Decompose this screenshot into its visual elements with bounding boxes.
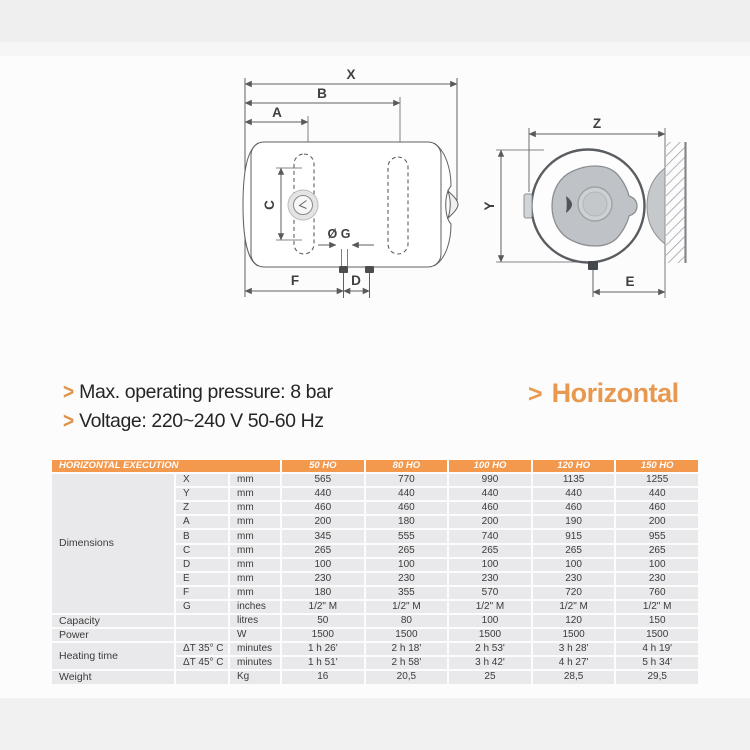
row-sub-label: ΔT 45° C — [176, 657, 228, 669]
row-unit: mm — [230, 587, 280, 599]
cell-value: 16 — [282, 671, 364, 683]
row-unit: W — [230, 629, 280, 641]
row-unit: Kg — [230, 671, 280, 683]
cell-value: 2 h 53' — [449, 643, 531, 655]
row-sub-label: C — [176, 545, 228, 557]
cell-value: 200 — [282, 516, 364, 528]
cell-value: 4 h 27' — [533, 657, 615, 669]
cell-value: 190 — [533, 516, 615, 528]
cell-value: 25 — [449, 671, 531, 683]
row-sub-label: ΔT 35° C — [176, 643, 228, 655]
row-group-label: Dimensions — [52, 474, 174, 613]
cell-value: 440 — [616, 488, 698, 500]
cell-value: 100 — [366, 559, 448, 571]
cell-value: 1500 — [616, 629, 698, 641]
cell-value: 1 h 26' — [282, 643, 364, 655]
row-unit: mm — [230, 502, 280, 514]
cell-value: 100 — [533, 559, 615, 571]
cell-value: 990 — [449, 474, 531, 486]
row-sub-label — [176, 671, 228, 683]
cell-value: 555 — [366, 530, 448, 542]
spec-table — [52, 460, 698, 684]
column-header: 50 HO — [282, 460, 364, 472]
cell-value: 100 — [449, 559, 531, 571]
dim-label-d: D — [351, 273, 361, 288]
row-unit: mm — [230, 488, 280, 500]
cell-value: 230 — [533, 573, 615, 585]
cell-value: 440 — [533, 488, 615, 500]
cell-value: 565 — [282, 474, 364, 486]
row-unit: mm — [230, 545, 280, 557]
row-unit: mm — [230, 573, 280, 585]
cell-value: 265 — [616, 545, 698, 557]
cell-value: 230 — [282, 573, 364, 585]
row-group-label: Weight — [52, 671, 174, 683]
orientation-heading — [528, 378, 679, 409]
cell-value: 3 h 28' — [533, 643, 615, 655]
specs-block — [63, 381, 333, 439]
dim-label-y: Y — [482, 201, 497, 211]
row-sub-label: Y — [176, 488, 228, 500]
cell-value: 2 h 58' — [366, 657, 448, 669]
row-sub-label: G — [176, 601, 228, 613]
row-group-label: Heating time — [52, 643, 174, 669]
dim-label-f: F — [290, 273, 300, 288]
row-sub-label: F — [176, 587, 228, 599]
row-sub-label: B — [176, 530, 228, 542]
row-sub-label: D — [176, 559, 228, 571]
cell-value: 570 — [449, 587, 531, 599]
cell-value: 100 — [616, 559, 698, 571]
cell-value: 120 — [533, 615, 615, 627]
cell-value: 1/2" M — [366, 601, 448, 613]
thermostat-dial — [288, 190, 318, 220]
cell-value: 28,5 — [533, 671, 615, 683]
cell-value: 1135 — [533, 474, 615, 486]
row-sub-label: A — [176, 516, 228, 528]
cell-value: 4 h 19' — [616, 643, 698, 655]
cell-value: 80 — [366, 615, 448, 627]
cell-value: 355 — [366, 587, 448, 599]
column-header: 100 HO — [449, 460, 531, 472]
row-unit: mm — [230, 559, 280, 571]
cell-value: 760 — [616, 587, 698, 599]
front-view-drawing — [496, 128, 686, 298]
row-unit: mm — [230, 516, 280, 528]
dim-label-g: Ø G — [327, 227, 351, 241]
column-header: 80 HO — [366, 460, 448, 472]
cell-value: 345 — [282, 530, 364, 542]
chevron-bullet-icon: > — [528, 380, 543, 408]
cell-value: 230 — [449, 573, 531, 585]
cell-value: 265 — [533, 545, 615, 557]
cell-value: 100 — [449, 615, 531, 627]
cell-value: 230 — [366, 573, 448, 585]
page-bottom-band — [0, 698, 750, 750]
cell-value: 265 — [366, 545, 448, 557]
cell-value: 2 h 18' — [366, 643, 448, 655]
cell-value: 440 — [282, 488, 364, 500]
cell-value: 180 — [282, 587, 364, 599]
cell-value: 460 — [449, 502, 531, 514]
cell-value: 1/2" M — [616, 601, 698, 613]
row-group-label: Power — [52, 629, 174, 641]
orientation-text: Horizontal — [551, 378, 679, 408]
cell-value: 460 — [366, 502, 448, 514]
dim-label-a: A — [272, 105, 282, 120]
row-sub-label: X — [176, 474, 228, 486]
technical-drawing — [0, 0, 750, 330]
cell-value: 100 — [282, 559, 364, 571]
cell-value: 770 — [366, 474, 448, 486]
row-sub-label — [176, 629, 228, 641]
cell-value: 915 — [533, 530, 615, 542]
cell-value: 200 — [449, 516, 531, 528]
row-sub-label: Z — [176, 502, 228, 514]
column-header: 150 HO — [616, 460, 698, 472]
cell-value: 1500 — [366, 629, 448, 641]
cell-value: 440 — [449, 488, 531, 500]
cell-value: 20,5 — [366, 671, 448, 683]
cell-value: 29,5 — [616, 671, 698, 683]
spec-text-pressure: Max. operating pressure: 8 bar — [79, 381, 333, 403]
cell-value: 265 — [282, 545, 364, 557]
cell-value: 440 — [366, 488, 448, 500]
row-sub-label — [176, 615, 228, 627]
cell-value: 460 — [533, 502, 615, 514]
chevron-bullet-icon: > — [63, 409, 75, 434]
cell-value: 460 — [616, 502, 698, 514]
dim-label-x: X — [346, 67, 356, 82]
dim-label-e: E — [625, 274, 635, 289]
cell-value: 740 — [449, 530, 531, 542]
cell-value: 460 — [282, 502, 364, 514]
cell-value: 150 — [616, 615, 698, 627]
column-header: 120 HO — [533, 460, 615, 472]
cell-value: 5 h 34' — [616, 657, 698, 669]
cell-value: 1/2" M — [533, 601, 615, 613]
dim-label-z: Z — [592, 116, 602, 131]
spec-line-pressure — [63, 381, 333, 404]
row-group-label: Capacity — [52, 615, 174, 627]
cell-value: 265 — [449, 545, 531, 557]
spec-line-voltage — [63, 410, 333, 433]
chevron-bullet-icon: > — [63, 380, 75, 405]
cell-value: 1/2" M — [282, 601, 364, 613]
dim-label-c: C — [262, 200, 277, 210]
cell-value: 1500 — [282, 629, 364, 641]
cell-value: 50 — [282, 615, 364, 627]
row-sub-label: E — [176, 573, 228, 585]
table-title: HORIZONTAL EXECUTION — [52, 460, 280, 472]
cell-value: 1 h 51' — [282, 657, 364, 669]
cell-value: 230 — [616, 573, 698, 585]
cell-value: 3 h 42' — [449, 657, 531, 669]
cell-value: 200 — [616, 516, 698, 528]
row-unit: inches — [230, 601, 280, 613]
cell-value: 1500 — [533, 629, 615, 641]
cell-value: 720 — [533, 587, 615, 599]
cell-value: 955 — [616, 530, 698, 542]
row-unit: minutes — [230, 657, 280, 669]
dim-label-b: B — [317, 86, 327, 101]
row-unit: litres — [230, 615, 280, 627]
row-unit: mm — [230, 530, 280, 542]
row-unit: minutes — [230, 643, 280, 655]
cell-value: 1/2" M — [449, 601, 531, 613]
cell-value: 180 — [366, 516, 448, 528]
cell-value: 1500 — [449, 629, 531, 641]
spec-text-voltage: Voltage: 220~240 V 50-60 Hz — [79, 410, 324, 432]
row-unit: mm — [230, 474, 280, 486]
cell-value: 1255 — [616, 474, 698, 486]
